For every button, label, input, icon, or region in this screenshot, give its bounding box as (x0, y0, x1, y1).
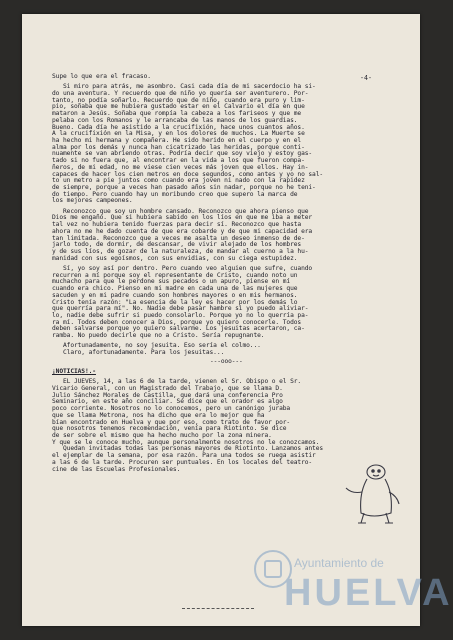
paragraph (52, 84, 402, 205)
page-number: -4- (360, 74, 372, 82)
text-line: a las 6 de la tarde. Procuren ser puntuales. En los locales del teatro- (52, 458, 313, 466)
text-line: que querría para mí". No. Nadie debe pasar hambre si yo puedo aliviar- (52, 305, 309, 313)
paragraph (52, 266, 402, 340)
text-line: Quedan invitadas todas las personas mayores de Riotinto. Lanzamos antes (52, 445, 324, 453)
text-line: pio, soñaba que me hubiera gustado estar en el Calvario el día en que (52, 103, 305, 111)
text-line: Claro, afortunadamente. Para los jesuitas... (52, 349, 225, 357)
news-heading: ¡NOTICIAS!.- (52, 367, 96, 375)
text-line: que nosotros tenemos recomendación, venía para Riotinto. Se dice (52, 425, 287, 433)
text-line: jarlo todo, de dormir, de descansar, de vivir alejado de los hombres (52, 241, 302, 249)
text-line: deben salvarse porque yo quiero salvarme. Los jesuitas acertaron, ca- (52, 325, 305, 333)
paragraph (52, 343, 402, 356)
text-line: tado si no fuera que, al encontrar en la vida a los que fueron compa- (52, 157, 305, 165)
text-line: cuando era chico. Pienso en mi madre en cada una de las mujeres que (52, 285, 298, 293)
watermark-line2: HUELVA (284, 572, 453, 614)
archive-watermark (254, 546, 453, 618)
text-line: lo, nadie debe sufrir si puedo consolarlo. Porque yo no lo querría pa- (52, 311, 309, 319)
text-line: Afortunadamente, no soy jesuita. Eso sería el colmo... (52, 342, 261, 350)
text-line: capaces de hacer los cien metros en doce segundos, como antes y yo no sal- (52, 170, 324, 178)
paragraph (52, 74, 402, 81)
text-line: el ejemplar de la semana, por esa razón. Para una todos se ruega asistir (52, 452, 316, 460)
text-line: Supe lo que era el fracaso. (52, 73, 151, 80)
text-line: A la crucifixión en la Misa, y en los dolores de muchos. La Muerte se (52, 130, 305, 138)
text-line: tan limitada. Reconozco que a veces me asalta un deseo inmenso de de- (52, 234, 305, 242)
text-line: do una aventura. Y recuerdo que de niño yo quería ser aventurero. Por- (52, 89, 309, 97)
text-line: cine de las Escuelas Profesionales. (52, 465, 181, 473)
text-line: que se llama Metrona, nos ha dicho que era lo mejor que ha (52, 411, 265, 419)
text-line: Reconozco que soy un hombre cansado. Reconozco que ahora pienso que (52, 207, 309, 215)
text-line: Y que se le conoce mucho, aunque personalmente nosotros no le conozcamos. (52, 438, 320, 446)
paragraph (52, 209, 402, 263)
text-line: Julio Sánchez Morales de Castilla, que dará una conferencia Pro (52, 391, 283, 399)
text-line: EL JUEVES, 14, a las 6 de la tarde, vienen el Sr. Obispo o el Sr. (52, 378, 302, 386)
text-line: ñeros, de mi edad, no me viese cien veces más joven que ellos. Hay in- (52, 163, 309, 171)
watermark-line1: Ayuntamiento de (294, 556, 384, 570)
text-line: Seminario, en este año conciliar. Sé dice que el orador es algo (52, 398, 283, 406)
text-line: ra mí. Todos deben conocer a Dios, porque yo quiero conocerle. Todos (52, 318, 302, 326)
text-line: mataron a Jesús. Soñaba que rompía la cabeza a los fariseos y que me (52, 110, 302, 118)
section-divider: ---ooo--- (210, 357, 243, 365)
footer-rule (182, 608, 254, 609)
text-line: tal vez no hubiera tenido fuerzas para decir sí. Reconozco que hasta (52, 221, 302, 229)
body-text (52, 74, 402, 473)
text-line: de ser sobre el mismo que ha hecho mucho por la zona minera. (52, 431, 272, 439)
text-line: ha hecho mi hermana y compañera. He sido herido en el cuerpo y en el (52, 136, 302, 144)
text-line: sacuden y en mi padre cuando son hombres mayores o en mis hermanos. (52, 291, 298, 299)
text-line: los mejores campeones. (52, 197, 133, 205)
text-line: Si miro para atrás, me asombro. Casi cada día de mi sacerdocio ha si- (52, 83, 316, 91)
text-line: recurren a mí porque soy el representante de Cristo, cuando noto un (52, 271, 298, 279)
text-line: manidad con sus egoísmos, con sus envidias, con su ciega estupidez. (52, 254, 298, 262)
text-line: Sí, yo soy así por dentro. Pero cuando veo alguien que sufre, cuando (52, 264, 313, 272)
text-line: de siempre, porque a veces han pasado años sin nadar, porque no he teni- (52, 184, 316, 191)
text-line: alma por los demás y nunca han cicatrizado las heridas, porque conti- (52, 143, 305, 151)
news-section (52, 369, 402, 473)
text-line: ahora no me he dado cuenta de que era cobarde y de que mi capacidad era (52, 227, 313, 235)
text-line: tanto, no podía soñarlo. Recuerdo que de niño, cuando era puro y lim- (52, 96, 305, 104)
text-line: nuamente se van abriendo otras. Podría decir que soy viejo y estoy gas- (52, 150, 313, 158)
text-line: poco corriente. Nosotros no lo conocemos, pero un canónigo juraba (52, 405, 291, 413)
text-line: Dios me engañó. Que si hubiera sabido en los líos en que me iba a meter (52, 214, 313, 222)
text-line: Cristo tenía razón: "La esencia de la ley es hacer por los demás lo (52, 298, 298, 306)
text-line: Vicario General, con un Magistrado del Trabajo, que se llama D. (52, 384, 283, 392)
text-line: do tiempo. Pero cuando hay un moribundo creo que supero la marca de (52, 190, 298, 198)
text-line: bían encontrado en Huelva y que por eso, como trato de favor por- (52, 418, 291, 426)
text-line: Bueno. Cada día he asistido a la crucifixión, hace unos cuantos años. (52, 123, 305, 131)
text-line: ramba. No puedo decirle que no a Cristo. Sería repugnante. (52, 332, 265, 340)
text-line: pelaba con los Romanos y le arrancaba de las manos de los guardias. (52, 116, 298, 124)
text-line: to un metro a pie juntos como cuando era joven ni nado con la rapidez (52, 177, 305, 185)
text-line: y de sus líos, de gozar de la naturaleza, de mandar al cuerno a la hu- (52, 247, 309, 255)
document-page (22, 14, 453, 626)
priest-sketch-icon (340, 462, 402, 526)
text-line: muchacho para que le perdone sus pecados o un apuro, piense en mí (52, 278, 291, 286)
